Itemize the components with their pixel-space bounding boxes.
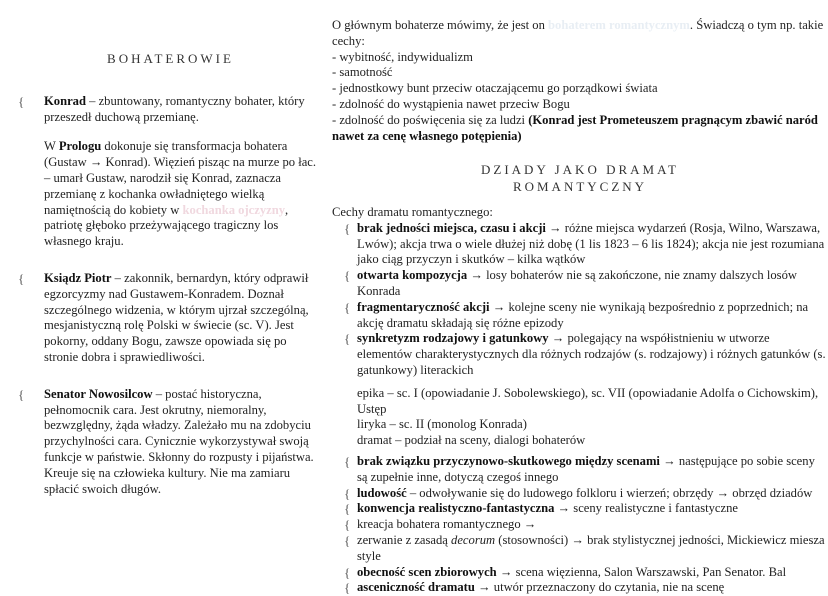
feature-item <box>332 300 828 332</box>
feature-item <box>332 580 828 596</box>
right-column <box>332 18 828 596</box>
character-name: Senator Nowosilcow <box>44 386 153 401</box>
feature-term: obecność scen zbiorowych <box>357 564 497 579</box>
brace-bullet-icon: { <box>344 453 351 469</box>
feature-description: → polegający na współistnieniu w utworze elementów charakterystycznych dla różnych rodzajów (s. rodzajowy) i różnych gatunków (s. gatunkowy) literackich <box>357 331 826 377</box>
text: zerwanie z zasadą <box>357 532 452 547</box>
feature-description: → scena więzienna, Salon Warszawski, Pan Senator. Bal <box>496 564 787 579</box>
italic-term: decorum <box>451 532 496 547</box>
faded-highlight: kochanka ojczyzny <box>182 202 286 217</box>
left-column <box>18 0 323 497</box>
brace-bullet-icon: { <box>18 93 25 109</box>
feature-description: → różne miejsca wydarzeń (Rosja, Wilno, Warszawa, Lwów); akcja trwa o wiele dłużej niż dobę (1 lis 1823 – 6 lis 1824); akcja nie jest rozumiana jako ciąg przyczyn i skutków – kilka wątków <box>357 220 825 267</box>
trait-item: - jednostkowy bunt przeciw otaczającemu go porządkowi świata <box>332 81 658 96</box>
trait-item: - wybitność, indywidualizm <box>332 49 473 64</box>
brace-bullet-icon: { <box>344 501 351 517</box>
character-konrad <box>18 94 323 126</box>
brace-bullet-icon: { <box>344 532 351 548</box>
feature-item <box>332 517 828 533</box>
text: dokonuje się transformacja bohatera (Gustaw → Konrad). Więzień pisząc na murze po łac. – umarł Gustaw, narodził się Konrad, zaznacza przemianę z kochanka owładniętego wielką namiętnością do kobiety w <box>44 139 317 217</box>
brace-bullet-icon: { <box>18 270 25 286</box>
features-label: Cechy dramatu romantycznego: <box>332 204 493 219</box>
feature-term: asceniczność dramatu <box>357 580 475 595</box>
section-title-dziady-2: ROMANTYCZNY <box>512 179 648 195</box>
genre-item: epika – sc. I (opowiadanie J. Sobolewskiego), sc. VII (opowiadanie Adolfa o Cichowskim), Ustęp <box>357 385 819 416</box>
bold-term: Prologu <box>58 139 102 154</box>
text: , patriotę głęboko przeżywającego tragiczny los własnego kraju. <box>44 202 289 249</box>
character-name: Konrad <box>44 93 86 108</box>
faded-highlight: bohaterem romantycznym <box>548 18 690 32</box>
trait-item: - zdolność do wystąpienia nawet przeciw Bogu <box>332 96 570 111</box>
feature-term: brak jedności miejsca, czasu i akcji <box>357 220 546 235</box>
feature-item <box>332 268 828 300</box>
brace-bullet-icon: { <box>344 580 351 596</box>
feature-item <box>332 454 828 486</box>
genre-list <box>332 386 828 449</box>
text: . Świadczą o tym np. takie cechy: <box>332 18 824 48</box>
feature-description: → losy bohaterów nie są zakończone, nie znamy dalszych losów Konrada <box>357 268 797 298</box>
feature-item <box>332 221 828 268</box>
brace-bullet-icon: { <box>344 220 351 236</box>
feature-item <box>332 501 828 517</box>
intro-paragraph <box>332 18 828 50</box>
brace-bullet-icon: { <box>344 331 351 347</box>
text: (stosowności) → brak stylistycznej jedności, Mickiewicz miesza style <box>357 532 825 563</box>
character-name: Ksiądz Piotr <box>44 270 112 285</box>
feature-item <box>332 565 828 581</box>
text: O głównym bohaterze mówimy, że jest on <box>332 18 549 32</box>
feature-term: brak związku przyczynowo-skutkowego między scenami <box>357 453 660 468</box>
genre-item: dramat – podział na sceny, dialogi bohaterów <box>357 433 586 448</box>
feature-item <box>332 486 828 502</box>
character-senator <box>18 387 323 498</box>
feature-description: → kolejne sceny nie wynikają bezpośrednio z poprzednich; na akcję dramatu składają się różne epizody <box>357 299 809 330</box>
section-title-dziady-1: DZIADY JAKO DRAMAT <box>481 162 679 178</box>
text: - zdolność do poświęcenia się za ludzi <box>332 112 529 127</box>
feature-description: kreacja bohatera romantycznego → <box>357 517 537 532</box>
trait-item: - samotność <box>332 65 393 80</box>
feature-term: ludowość <box>357 485 407 500</box>
feature-term: otwarta kompozycja <box>357 268 468 283</box>
genre-item: liryka – sc. II (monolog Konrada) <box>357 417 527 432</box>
feature-description: → następujące po sobie sceny są zupełnie inne, dotyczą czegoś innego <box>357 453 815 484</box>
character-piotr <box>18 271 323 366</box>
feature-item <box>332 533 828 565</box>
brace-bullet-icon: { <box>344 268 351 284</box>
brace-bullet-icon: { <box>344 564 351 580</box>
feature-item <box>332 331 828 378</box>
trait-item <box>332 113 828 145</box>
text: W <box>44 139 59 154</box>
feature-description: → utwór przeznaczony do czytania, nie na scenę <box>474 580 725 595</box>
feature-term: konwencja realistyczno-fantastyczna <box>357 501 555 516</box>
feature-description: – odwoływanie się do ludowego folkloru i wierzeń; obrzędy → obrzęd dziadów <box>406 485 813 500</box>
brace-bullet-icon: { <box>344 485 351 501</box>
brace-bullet-icon: { <box>18 386 25 402</box>
character-description: – zbuntowany, romantyczny bohater, który przeszedł duchową przemianę. <box>44 93 305 124</box>
section-title-bohaterowie: BOHATEROWIE <box>107 51 234 66</box>
prolog-paragraph <box>18 139 323 250</box>
brace-bullet-icon: { <box>344 517 351 533</box>
bold-text: (Konrad jest Prometeuszem pragnącym zbawić naród nawet za cenę własnego potępienia) <box>332 112 818 143</box>
feature-term: fragmentaryczność akcji <box>357 299 490 314</box>
character-description: – postać historyczna, pełnomocnik cara. Jest okrutny, niemoralny, bezwzględny, żąda władzy. Zależało mu na zdobyciu przychylności cara. Cynicznie wykorzystywał swoją funkcje w państwie. Skłonny do rozpusty i pijaństwa. Kreuje się na człowieka kultury. Nie ma zamiaru spłacić swoich długów. <box>44 386 314 496</box>
feature-description: → sceny realistyczne i fantastyczne <box>554 501 738 516</box>
character-description: – zakonnik, bernardyn, który odprawił egzorcyzmy nad Gustawem-Konradem. Doznał szczególnego widzenia, w którym ujrzał szczególną, mesjanistyczną rolę Polski w świecie (sc. V). Jest pokorny, oddany Bogu, zawsze opowiada się po stronie dobra i sprawiedliwości. <box>44 270 309 364</box>
feature-term: synkretyzm rodzajowy i gatunkowy <box>357 331 549 346</box>
brace-bullet-icon: { <box>344 299 351 315</box>
